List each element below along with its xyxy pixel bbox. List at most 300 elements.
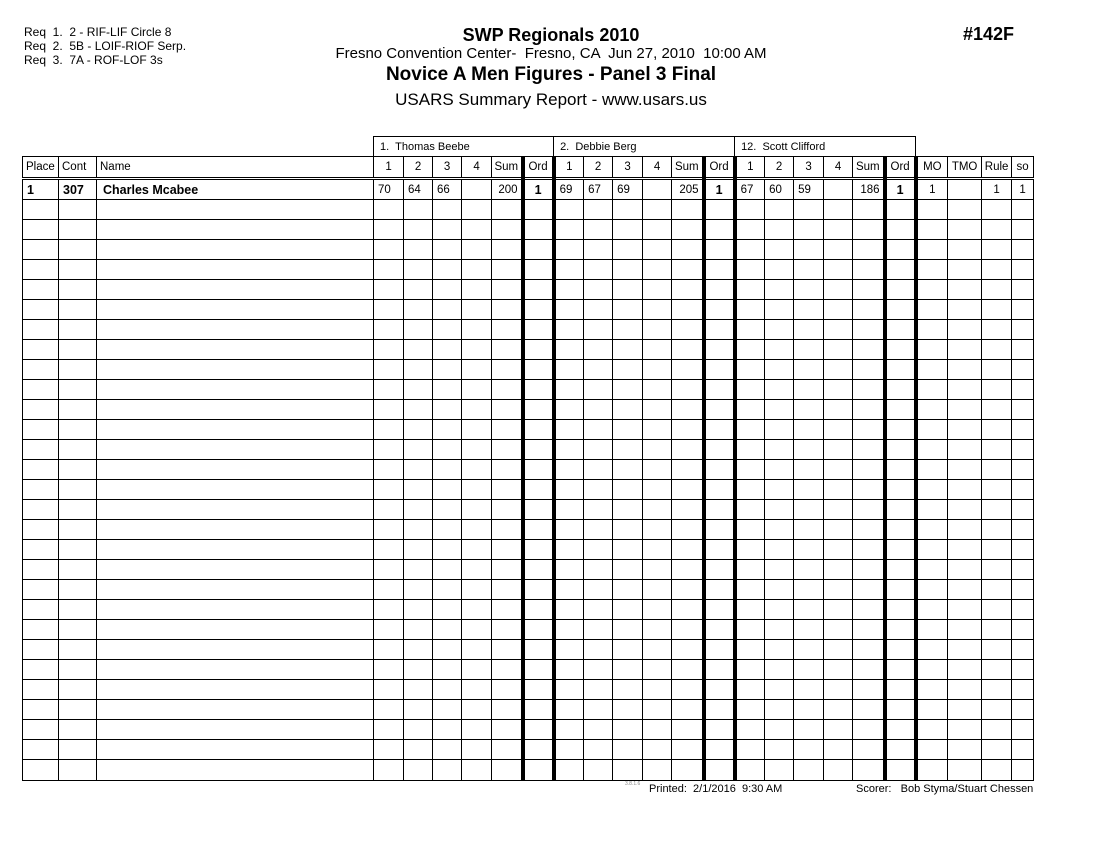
empty-cell: [853, 300, 885, 320]
empty-cell: [885, 700, 916, 720]
col-tmo: TMO: [948, 157, 982, 179]
empty-cell: [23, 540, 59, 560]
empty-cell: [462, 300, 492, 320]
empty-cell: [554, 220, 584, 240]
empty-cell: [735, 380, 765, 400]
empty-cell: [523, 760, 554, 781]
empty-cell: [97, 560, 374, 580]
empty-cell: [554, 620, 584, 640]
empty-cell: [704, 740, 735, 760]
empty-cell: [982, 460, 1012, 480]
col-cont: Cont: [59, 157, 97, 179]
table-row: [23, 740, 1034, 760]
empty-cell: [853, 260, 885, 280]
empty-cell: [853, 220, 885, 240]
empty-cell: [735, 700, 765, 720]
empty-cell: [765, 440, 794, 460]
empty-cell: [433, 540, 462, 560]
empty-cell: [59, 660, 97, 680]
empty-cell: [916, 560, 948, 580]
empty-cell: [584, 340, 613, 360]
empty-cell: [982, 380, 1012, 400]
rule-cell: 1: [982, 179, 1012, 200]
empty-cell: [885, 540, 916, 560]
empty-cell: [794, 640, 824, 660]
empty-cell: [948, 480, 982, 500]
empty-cell: [794, 540, 824, 560]
empty-cell: [1012, 460, 1034, 480]
empty-cell: [584, 220, 613, 240]
empty-cell: [735, 540, 765, 560]
empty-cell: [97, 260, 374, 280]
empty-cell: [824, 500, 853, 520]
empty-cell: [404, 420, 433, 440]
empty-cell: [433, 320, 462, 340]
empty-cell: [916, 520, 948, 540]
empty-cell: [554, 340, 584, 360]
empty-cell: [824, 740, 853, 760]
empty-cell: [374, 340, 404, 360]
empty-cell: [948, 720, 982, 740]
empty-cell: [704, 500, 735, 520]
empty-cell: [613, 760, 643, 781]
empty-cell: [433, 400, 462, 420]
empty-cell: [584, 240, 613, 260]
empty-cell: [492, 240, 523, 260]
empty-cell: [794, 760, 824, 781]
empty-cell: [824, 220, 853, 240]
empty-cell: [916, 360, 948, 380]
empty-cell: [523, 420, 554, 440]
empty-cell: [404, 440, 433, 460]
empty-cell: [794, 220, 824, 240]
empty-cell: [97, 480, 374, 500]
ord-cell: 1: [523, 179, 554, 200]
empty-cell: [765, 240, 794, 260]
table-row: [23, 260, 1034, 280]
col-judge3-2: 2: [765, 157, 794, 179]
empty-cell: [765, 500, 794, 520]
empty-cell: [59, 240, 97, 260]
empty-cell: [672, 580, 704, 600]
empty-cell: [948, 420, 982, 440]
empty-cell: [492, 720, 523, 740]
empty-cell: [735, 580, 765, 600]
empty-cell: [554, 560, 584, 580]
empty-cell: [735, 300, 765, 320]
empty-cell: [982, 360, 1012, 380]
ord-cell: 1: [704, 179, 735, 200]
empty-cell: [735, 560, 765, 580]
empty-cell: [523, 600, 554, 620]
col-judge3-ord: Ord: [885, 157, 916, 179]
empty-cell: [643, 300, 672, 320]
empty-cell: [523, 400, 554, 420]
empty-cell: [97, 640, 374, 660]
empty-cell: [59, 540, 97, 560]
empty-cell: [765, 360, 794, 380]
empty-cell: [824, 700, 853, 720]
empty-cell: [643, 560, 672, 580]
empty-cell: [1012, 400, 1034, 420]
empty-cell: [1012, 240, 1034, 260]
so-cell: 1: [1012, 179, 1034, 200]
empty-cell: [374, 320, 404, 340]
empty-cell: [59, 280, 97, 300]
empty-cell: [704, 720, 735, 740]
empty-cell: [404, 200, 433, 220]
empty-cell: [704, 360, 735, 380]
empty-cell: [584, 620, 613, 640]
empty-cell: [554, 320, 584, 340]
empty-cell: [948, 240, 982, 260]
empty-cell: [885, 660, 916, 680]
empty-cell: [1012, 420, 1034, 440]
empty-cell: [492, 580, 523, 600]
empty-cell: [554, 400, 584, 420]
empty-cell: [853, 440, 885, 460]
empty-cell: [433, 620, 462, 640]
empty-cell: [948, 600, 982, 620]
empty-cell: [613, 620, 643, 640]
empty-cell: [584, 380, 613, 400]
empty-cell: [885, 640, 916, 660]
empty-cell: [59, 200, 97, 220]
score-cell: [643, 179, 672, 200]
empty-cell: [824, 580, 853, 600]
empty-cell: [1012, 320, 1034, 340]
event-number: #142F: [963, 24, 1015, 44]
empty-cell: [613, 660, 643, 680]
empty-cell: [374, 260, 404, 280]
empty-cell: [613, 400, 643, 420]
empty-cell: [523, 200, 554, 220]
empty-cell: [885, 480, 916, 500]
empty-cell: [404, 540, 433, 560]
sum-cell: 200: [492, 179, 523, 200]
empty-cell: [97, 460, 374, 480]
empty-cell: [97, 300, 374, 320]
requirement-2: Req 2. 5B - LOIF-RIOF Serp.: [24, 39, 187, 53]
empty-cell: [824, 240, 853, 260]
empty-cell: [492, 220, 523, 240]
empty-cell: [982, 260, 1012, 280]
empty-cell: [59, 440, 97, 460]
empty-cell: [374, 420, 404, 440]
empty-cell: [433, 220, 462, 240]
col-judge2-3: 3: [613, 157, 643, 179]
empty-cell: [982, 680, 1012, 700]
empty-cell: [462, 760, 492, 781]
empty-cell: [643, 440, 672, 460]
empty-cell: [853, 700, 885, 720]
empty-cell: [885, 740, 916, 760]
col-judge2-1: 1: [554, 157, 584, 179]
empty-cell: [916, 580, 948, 600]
empty-cell: [794, 240, 824, 260]
empty-cell: [554, 280, 584, 300]
empty-cell: [643, 480, 672, 500]
empty-cell: [672, 440, 704, 460]
empty-cell: [613, 520, 643, 540]
empty-cell: [672, 620, 704, 640]
empty-cell: [982, 340, 1012, 360]
empty-cell: [885, 220, 916, 240]
empty-cell: [462, 260, 492, 280]
table-row: [23, 520, 1034, 540]
empty-cell: [492, 520, 523, 540]
empty-cell: [23, 420, 59, 440]
empty-cell: [492, 540, 523, 560]
empty-cell: [492, 360, 523, 380]
empty-cell: [735, 660, 765, 680]
empty-cell: [824, 260, 853, 280]
empty-cell: [404, 580, 433, 600]
table-row: [23, 640, 1034, 660]
spacer: [916, 137, 1034, 157]
table-row: [23, 240, 1034, 260]
empty-cell: [554, 200, 584, 220]
empty-cell: [794, 520, 824, 540]
col-judge2-2: 2: [584, 157, 613, 179]
empty-cell: [853, 340, 885, 360]
empty-cell: [765, 200, 794, 220]
score-cell: 67: [584, 179, 613, 200]
empty-cell: [59, 340, 97, 360]
empty-cell: [982, 640, 1012, 660]
empty-cell: [584, 360, 613, 380]
empty-cell: [982, 220, 1012, 240]
empty-cell: [523, 260, 554, 280]
empty-cell: [735, 340, 765, 360]
empty-cell: [97, 200, 374, 220]
empty-cell: [735, 220, 765, 240]
empty-cell: [97, 760, 374, 781]
empty-cell: [59, 700, 97, 720]
empty-cell: [554, 720, 584, 740]
score-cell: 69: [613, 179, 643, 200]
empty-cell: [433, 760, 462, 781]
empty-cell: [948, 660, 982, 680]
empty-cell: [554, 360, 584, 380]
empty-cell: [672, 200, 704, 220]
empty-cell: [704, 560, 735, 580]
empty-cell: [916, 300, 948, 320]
empty-cell: [948, 540, 982, 560]
empty-cell: [554, 640, 584, 660]
empty-cell: [735, 600, 765, 620]
empty-cell: [462, 580, 492, 600]
empty-cell: [672, 240, 704, 260]
empty-cell: [885, 620, 916, 640]
empty-cell: [948, 620, 982, 640]
empty-cell: [59, 580, 97, 600]
empty-cell: [982, 660, 1012, 680]
empty-cell: [794, 400, 824, 420]
empty-cell: [404, 380, 433, 400]
empty-cell: [59, 560, 97, 580]
empty-cell: [23, 760, 59, 781]
empty-cell: [704, 580, 735, 600]
requirement-3: Req 3. 7A - ROF-LOF 3s: [24, 53, 163, 67]
empty-cell: [462, 540, 492, 560]
empty-cell: [853, 240, 885, 260]
empty-cell: [523, 520, 554, 540]
empty-cell: [948, 440, 982, 460]
empty-cell: [613, 280, 643, 300]
empty-cell: [613, 540, 643, 560]
empty-cell: [23, 240, 59, 260]
empty-cell: [374, 220, 404, 240]
empty-cell: [1012, 620, 1034, 640]
empty-cell: [59, 300, 97, 320]
empty-cell: [885, 760, 916, 781]
empty-cell: [462, 740, 492, 760]
empty-cell: [374, 660, 404, 680]
empty-cell: [824, 460, 853, 480]
empty-cell: [885, 340, 916, 360]
empty-cell: [672, 400, 704, 420]
empty-cell: [672, 360, 704, 380]
empty-cell: [765, 280, 794, 300]
empty-cell: [433, 640, 462, 660]
empty-cell: [584, 300, 613, 320]
empty-cell: [613, 340, 643, 360]
empty-cell: [794, 280, 824, 300]
empty-cell: [492, 440, 523, 460]
empty-cell: [23, 640, 59, 660]
empty-cell: [374, 560, 404, 580]
judge-name-3: 12. Scott Clifford: [735, 137, 916, 157]
empty-cell: [433, 460, 462, 480]
empty-cell: [59, 400, 97, 420]
empty-cell: [492, 560, 523, 580]
empty-cell: [97, 500, 374, 520]
empty-cell: [462, 360, 492, 380]
empty-cell: [404, 660, 433, 680]
empty-cell: [735, 280, 765, 300]
empty-cell: [462, 400, 492, 420]
empty-cell: [885, 460, 916, 480]
empty-cell: [23, 220, 59, 240]
place-cell: 1: [23, 179, 59, 200]
empty-cell: [824, 200, 853, 220]
empty-cell: [853, 520, 885, 540]
empty-cell: [672, 220, 704, 240]
empty-cell: [97, 340, 374, 360]
empty-cell: [672, 640, 704, 660]
empty-cell: [492, 600, 523, 620]
empty-cell: [97, 600, 374, 620]
empty-cell: [885, 300, 916, 320]
empty-cell: [404, 220, 433, 240]
empty-cell: [374, 240, 404, 260]
empty-cell: [824, 600, 853, 620]
col-place: Place: [23, 157, 59, 179]
empty-cell: [462, 460, 492, 480]
empty-cell: [765, 400, 794, 420]
empty-cell: [853, 620, 885, 640]
empty-cell: [765, 220, 794, 240]
empty-cell: [765, 600, 794, 620]
empty-cell: [23, 380, 59, 400]
empty-cell: [462, 440, 492, 460]
empty-cell: [794, 720, 824, 740]
empty-cell: [554, 700, 584, 720]
col-so: so: [1012, 157, 1034, 179]
empty-cell: [853, 460, 885, 480]
empty-cell: [704, 280, 735, 300]
empty-cell: [462, 680, 492, 700]
empty-cell: [613, 720, 643, 740]
empty-cell: [704, 460, 735, 480]
empty-cell: [97, 220, 374, 240]
score-cell: 69: [554, 179, 584, 200]
empty-cell: [1012, 660, 1034, 680]
col-judge1-sum: Sum: [492, 157, 523, 179]
empty-cell: [23, 600, 59, 620]
empty-cell: [885, 520, 916, 540]
empty-cell: [853, 600, 885, 620]
empty-cell: [948, 700, 982, 720]
empty-cell: [885, 720, 916, 740]
empty-cell: [643, 240, 672, 260]
table-row: [23, 179, 1034, 200]
empty-cell: [584, 580, 613, 600]
empty-cell: [916, 500, 948, 520]
empty-cell: [982, 540, 1012, 560]
empty-cell: [853, 640, 885, 660]
empty-cell: [374, 520, 404, 540]
empty-cell: [853, 740, 885, 760]
empty-cell: [765, 260, 794, 280]
empty-cell: [523, 220, 554, 240]
empty-cell: [735, 760, 765, 781]
table-row: [23, 700, 1034, 720]
empty-cell: [23, 300, 59, 320]
empty-cell: [433, 260, 462, 280]
empty-cell: [643, 200, 672, 220]
empty-cell: [982, 560, 1012, 580]
empty-cell: [59, 260, 97, 280]
empty-cell: [916, 540, 948, 560]
empty-cell: [672, 460, 704, 480]
empty-cell: [824, 340, 853, 360]
empty-cell: [916, 660, 948, 680]
empty-cell: [433, 440, 462, 460]
score-cell: 59: [794, 179, 824, 200]
empty-cell: [794, 500, 824, 520]
empty-cell: [404, 480, 433, 500]
empty-cell: [853, 660, 885, 680]
empty-cell: [982, 600, 1012, 620]
empty-cell: [404, 300, 433, 320]
empty-cell: [374, 600, 404, 620]
empty-cell: [23, 260, 59, 280]
empty-cell: [374, 380, 404, 400]
empty-cell: [59, 460, 97, 480]
empty-cell: [672, 380, 704, 400]
empty-cell: [765, 560, 794, 580]
empty-cell: [613, 580, 643, 600]
empty-cell: [672, 540, 704, 560]
empty-cell: [23, 720, 59, 740]
printed-timestamp: Printed: 2/1/2016 9:30 AM: [649, 783, 783, 795]
empty-cell: [704, 440, 735, 460]
empty-cell: [23, 740, 59, 760]
empty-cell: [584, 560, 613, 580]
table-row: [23, 420, 1034, 440]
